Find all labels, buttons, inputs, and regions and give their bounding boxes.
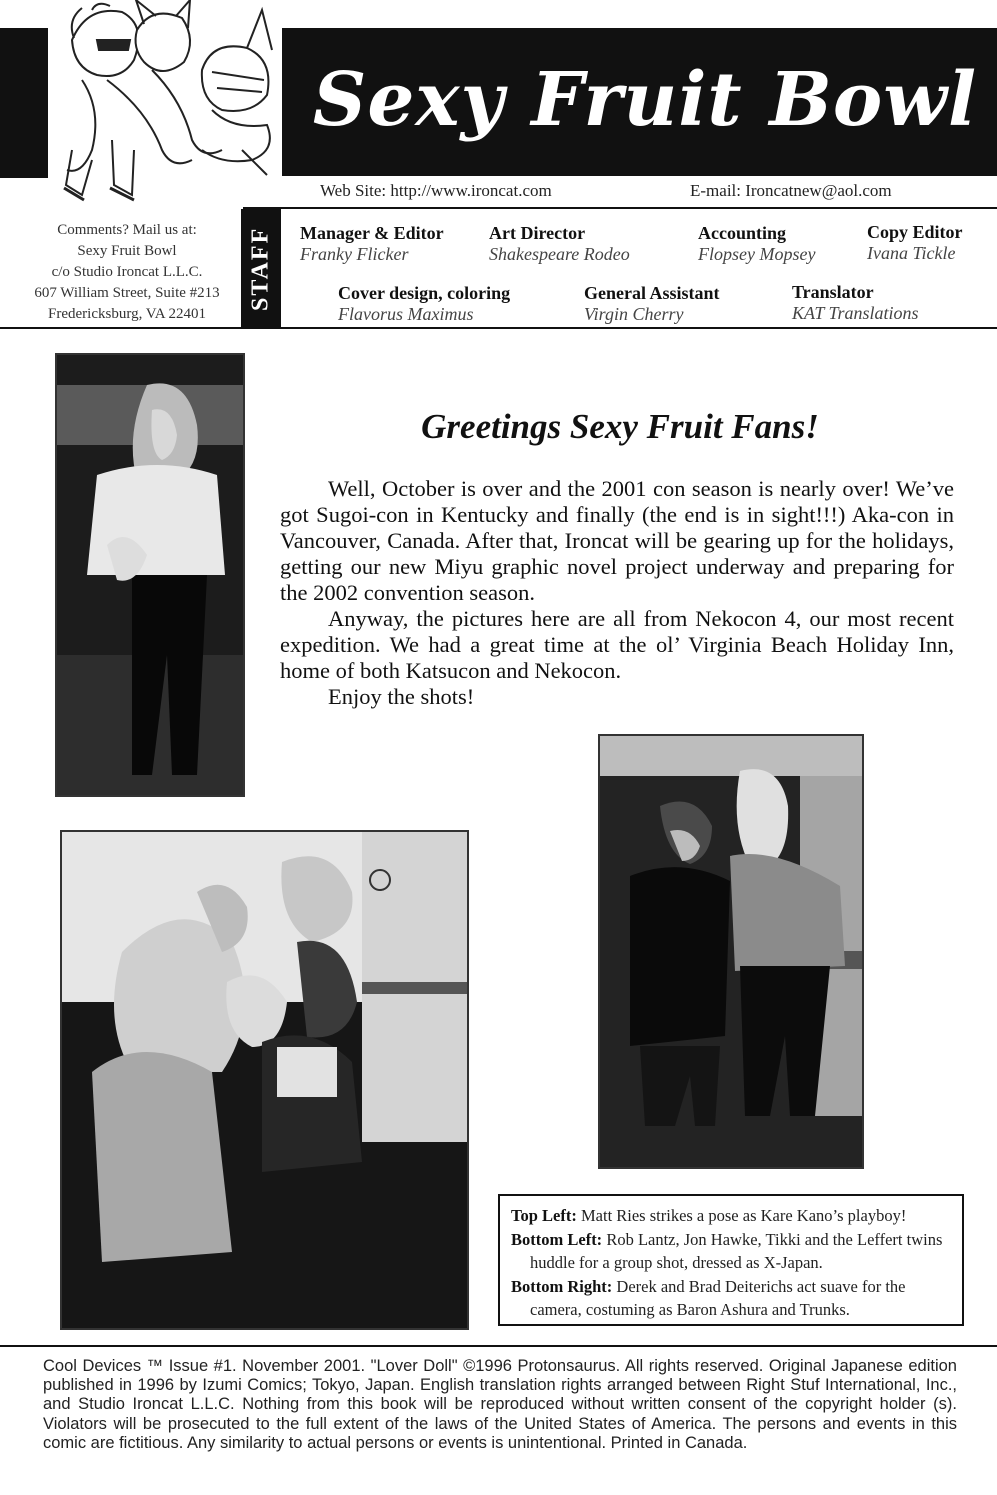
- mail-line: Fredericksburg, VA 22401: [48, 306, 206, 322]
- staff-name: Ivana Tickle: [867, 243, 956, 263]
- article-paragraph: Enjoy the shots!: [328, 684, 475, 709]
- staff-role: Cover design, coloring: [338, 283, 511, 303]
- article-paragraph: Well, October is over and the 2001 con season is nearly over! We’ve got Sugoi-con in Kentucky and finally (the end is in sight!!!) Aka-con in Vancouver, Canada. After that, Ironcat will be gearing up for the holidays, getting our new Miyu graphic novel project underway and preparing for the 2002 convention season.: [280, 476, 954, 605]
- staff-label: STAFF: [247, 226, 274, 312]
- photo-bottom-left: [60, 830, 469, 1330]
- staff-role: Manager & Editor: [300, 223, 444, 243]
- mascot-illustration: [52, 0, 280, 205]
- web-site-link[interactable]: Web Site: http://www.ironcat.com: [320, 181, 552, 200]
- caption-label: Top Left:: [511, 1206, 577, 1225]
- staff-name: Franky Flicker: [300, 244, 409, 264]
- staff-member-general-assistant: [584, 283, 720, 325]
- page-title: Sexy Fruit Bowl: [312, 57, 978, 143]
- photo-bottom-right: [598, 734, 864, 1169]
- staff-member-copy-editor: [867, 222, 963, 264]
- caption-top-left: [511, 1204, 952, 1228]
- staff-name: Virgin Cherry: [584, 304, 684, 324]
- caption-text: Rob Lantz, Jon Hawke, Tikki and the Leffert twins huddle for a group shot, dressed as X-Japan.: [530, 1229, 943, 1272]
- staff-member-cover-design: [338, 283, 510, 325]
- staff-rule-top: [243, 207, 997, 209]
- article-headline: Greetings Sexy Fruit Fans!: [421, 407, 819, 446]
- staff-name: KAT Translations: [792, 303, 919, 323]
- mail-line: Comments? Mail us at:: [57, 222, 197, 238]
- staff-member-accounting: [698, 223, 815, 265]
- caption-bottom-right: [511, 1275, 952, 1322]
- footer-rule: [0, 1345, 997, 1347]
- staff-member-translator: [792, 282, 919, 324]
- staff-member-manager: [300, 223, 444, 265]
- staff-role: Translator: [792, 282, 874, 302]
- legal-notice: Cool Devices ™ Issue #1. November 2001. "Lover Doll" ©1996 Protonsaurus. All rights reserved. Original Japanese edition published in 1996 by Izumi Comics; Tokyo, Japan. English translation rights arranged between Right Stuf International, Inc., and Studio Ironcat L.L.C. Nothing from this book will be reproduced without written consent of the copyright holder (s). Violators will be prosecuted to the full extent of the laws of the United States of America. The persons and events in this comic are fictitious. Any similarity to actual persons or events is unintentional. Printed in Canada.: [43, 1357, 957, 1452]
- staff-name: Shakespeare Rodeo: [489, 244, 630, 264]
- caption-label: Bottom Right:: [511, 1276, 613, 1296]
- staff-role: Copy Editor: [867, 222, 963, 242]
- photo-top-left: [55, 353, 245, 797]
- staff-rule-bottom: [0, 327, 997, 329]
- article-paragraph: Anyway, the pictures here are all from Nekocon 4, our most recent expedition. We had a great time at the ol’ Virginia Beach Holiday Inn, home of both Katsucon and Nekocon.: [280, 606, 954, 683]
- caption-bottom-left: [511, 1228, 952, 1275]
- mail-line: 607 William Street, Suite #213: [34, 285, 220, 301]
- staff-role: Art Director: [489, 223, 586, 243]
- caption-label: Bottom Left:: [511, 1229, 603, 1249]
- staff-member-art-director: [489, 223, 630, 265]
- photo-captions: [498, 1194, 964, 1326]
- caption-text: Matt Ries strikes a pose as Kare Kano’s playboy!: [580, 1206, 907, 1225]
- staff-role: Accounting: [698, 223, 787, 243]
- mail-line: Sexy Fruit Bowl: [77, 243, 177, 259]
- mail-address: [8, 220, 246, 325]
- staff-name: Flavorus Maximus: [338, 304, 474, 324]
- email-link[interactable]: E-mail: Ironcatnew@aol.com: [690, 181, 892, 200]
- staff-name: Flopsey Mopsey: [698, 244, 816, 264]
- staff-role: General Assistant: [584, 283, 720, 303]
- mail-line: c/o Studio Ironcat L.L.C.: [51, 264, 203, 280]
- article-body: [280, 476, 954, 710]
- caption-text: Derek and Brad Deiterichs act suave for the camera, costuming as Baron Ashura and Trunks.: [530, 1276, 906, 1319]
- header-left-bar: [0, 28, 48, 178]
